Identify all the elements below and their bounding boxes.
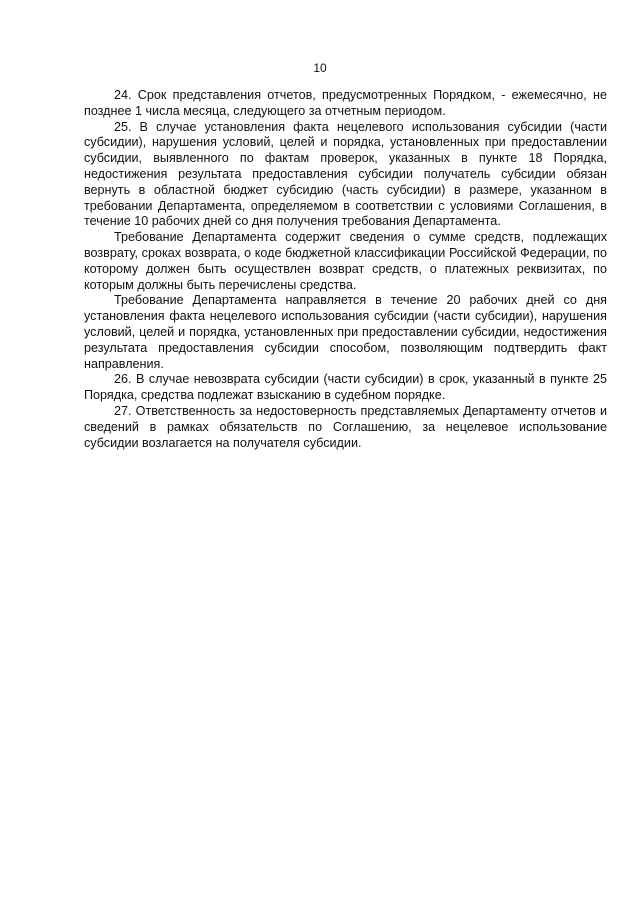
paragraph-25-subsidy-return: 25. В случае установления факта нецелевого использования субсидии (части субсидии), нарушения условий, целей и порядка, установленных при предоставлении субсидии, выявленного по фактам проверок, указанных в пункте 18 Порядка, недостижения результата предоставления субсидии получатель субсидии обязан вернуть в областной бюджет субсидию (часть субсидии) в размере, указанном в требовании Департамента, определяемом в соответствии с условиями Соглашения, в течение 10 рабочих дней со дня получения требования Департамента. bbox=[84, 119, 607, 229]
paragraph-27-responsibility: 27. Ответственность за недостоверность представляемых Департаменту отчетов и сведений в рамках обязательств по Соглашению, за нецелевое использование субсидии возлагается на получателя субсидии. bbox=[84, 403, 607, 450]
paragraph-26-court-recovery: 26. В случае невозврата субсидии (части субсидии) в срок, указанный в пункте 25 Порядка, средства подлежат взысканию в судебном порядке. bbox=[84, 372, 607, 403]
paragraph-requirement-contents: Требование Департамента содержит сведения о сумме средств, подлежащих возврату, сроках возврата, о коде бюджетной классификации Российской Федерации, по которому должен быть осуществлен возврат средств, о платежных реквизитах, по которым должны быть перечислены средства. bbox=[84, 230, 607, 292]
page-number: 10 bbox=[313, 61, 327, 75]
paragraph-24-report-deadline: 24. Срок представления отчетов, предусмотренных Порядком, - ежемесячно, не позднее 1 числа месяца, следующего за отчетным периодом. bbox=[84, 88, 607, 118]
document-body bbox=[84, 88, 607, 451]
paragraph-requirement-sending: Требование Департамента направляется в течение 20 рабочих дней со дня установления факта нецелевого использования субсидии (части субсидии), нарушения условий, целей и порядка, установленных при предоставлении субсидии, недостижения результата предоставления субсидии способом, позволяющим подтвердить факт направления. bbox=[84, 293, 607, 371]
